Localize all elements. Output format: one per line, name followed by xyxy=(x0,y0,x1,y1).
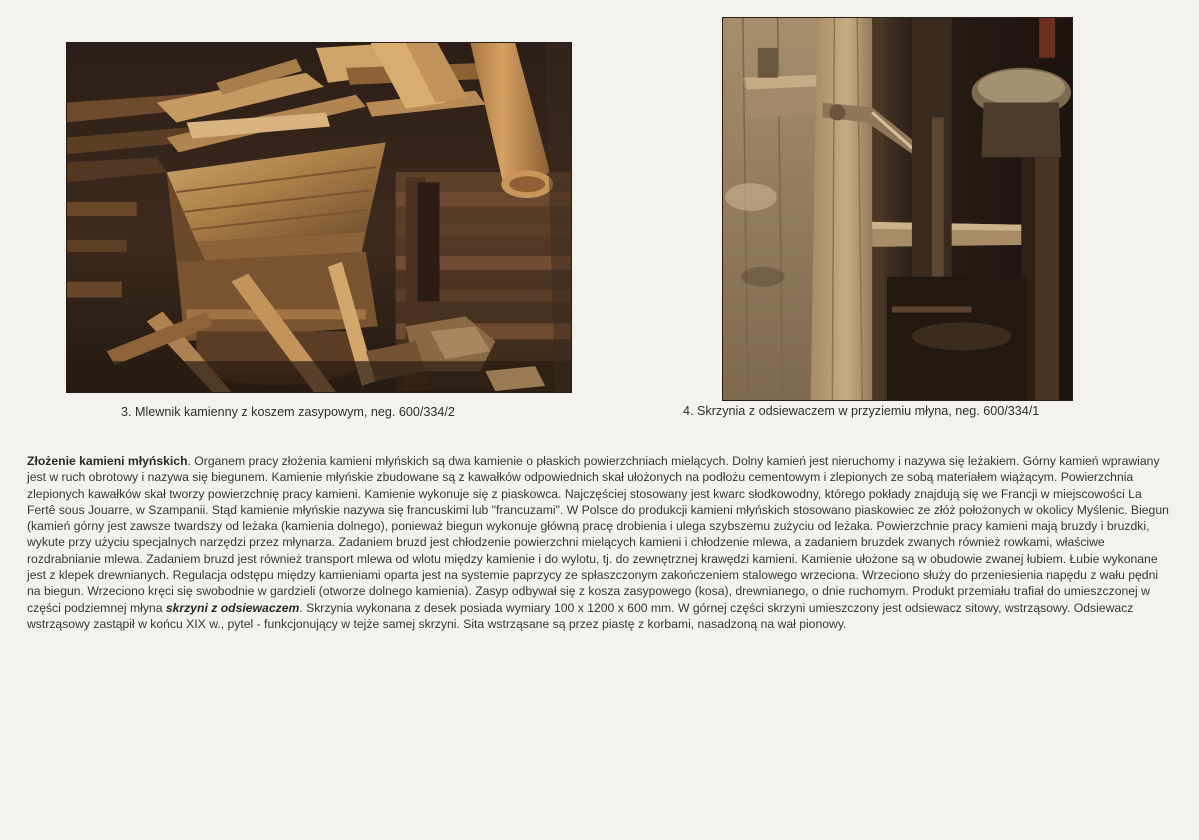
horizontal-rod xyxy=(872,222,1036,247)
figure-caption-right: 4. Skrzynia z odsiewaczem w przyziemiu młyna, neg. 600/334/1 xyxy=(683,404,1040,418)
article-paragraph xyxy=(27,453,1172,632)
sifting-box-photo-drawing xyxy=(723,18,1072,400)
photo-stone-mill-with-hopper xyxy=(66,42,572,393)
figure-caption-left: 3. Mlewnik kamienny z koszem zasypowym, neg. 600/334/2 xyxy=(121,405,455,419)
article-text-part2: . Skrzynia wykonana z desek posiada wymiary 100 x 1200 x 600 mm. W górnej części skrzyni umieszczony jest odsiewacz sitowy, wstrząsowy. Odsiewacz wstrząsowy zastąpił w końcu XIX w., pytel - funkcjonujący w tejże samej skrzyni. Sita wstrząsane są przez piastę z korbami, nasadzoną na wał pionowy. xyxy=(27,600,1134,631)
vertical-post xyxy=(810,18,884,400)
article-lead-heading: Złożenie kamieni młyńskich xyxy=(27,454,188,468)
article-text-part1: . Organem pracy złożenia kamieni młyńskich są dwa kamienie o płaskich powierzchniach mielących. Dolny kamień jest nieruchomy i nazywa się leżakiem. Górny kamień wprawiany jest w ruch obrotowy i nazywa się biegunem. Kamienie młyńskie zbudowane są z kawałków odpowiednich skał ułożonych na podłożu cementowym i zlepionych ze sobą materiałem wiążącym. Powierzchnia zlepionych kawałków skał tworzy powierzchnię pracy kamieni. Kamienie wykonuje się z piaskowca. Najczęściej stosowany jest kwarc słodkowodny, którego pokłady znajdują się we Francji w miejscowości La Fertê sous Jouarre, w Szampanii. Stąd kamienie młyńskie nazywa się francuskimi lub "francuzami". W Polsce do produkcji kamieni młyńskich stosowano piaskowiec ze złóż położonych w okolicy Myślenic. Biegun (kamień górny jest zawsze twardszy od leżaka (kamienia dolnego), ponieważ biegun wykonuje główną pracę drobienia i ulega szybszemu zużyciu od leżaka. Powierzchnie pracy kamieni mają bruzdy i bruzdki, wykute przy użyciu specjalnych narzędzi przez młynarza. Zadaniem bruzd jest chłodzenie powierzchni mielących kamieni i chłodzenie mlewa, a zadaniem bruzdek zwanych również rowkami, właściwe rozdrabnianie mlewa. Zadaniem bruzd jest również transport mlewa od wlotu między kamienie i do wylotu, tj. do zewnętrznej krawędzi kamieni. Kamienie ułożone są w obudowie zwanej łubiem. Łubie wykonane jest z klepek drewnianych. Regulacja odstępu między kamieniami oparta jest na systemie paprzycy ze spłaszczonym zakończeniem stalowego wrzeciona. Wrzeciono służy do przeniesienia napędu z wału pędni na biegun. Wrzeciono kręci się swobodnie w gardzieli (otworze dolnego kamienia). Zasyp odbywał się z kosza zasypowego (kosa), drewnianego, o dnie ruchomym. Produkt przemiału trafiał do umieszczonej w części podziemnej młyna xyxy=(27,454,1169,615)
article-emphasis: skrzyni z odsiewaczem xyxy=(165,600,300,615)
stone-mill-photo-drawing xyxy=(67,43,571,392)
floor-shadows xyxy=(887,277,1026,400)
photo-sifting-box-in-basement xyxy=(722,17,1073,401)
